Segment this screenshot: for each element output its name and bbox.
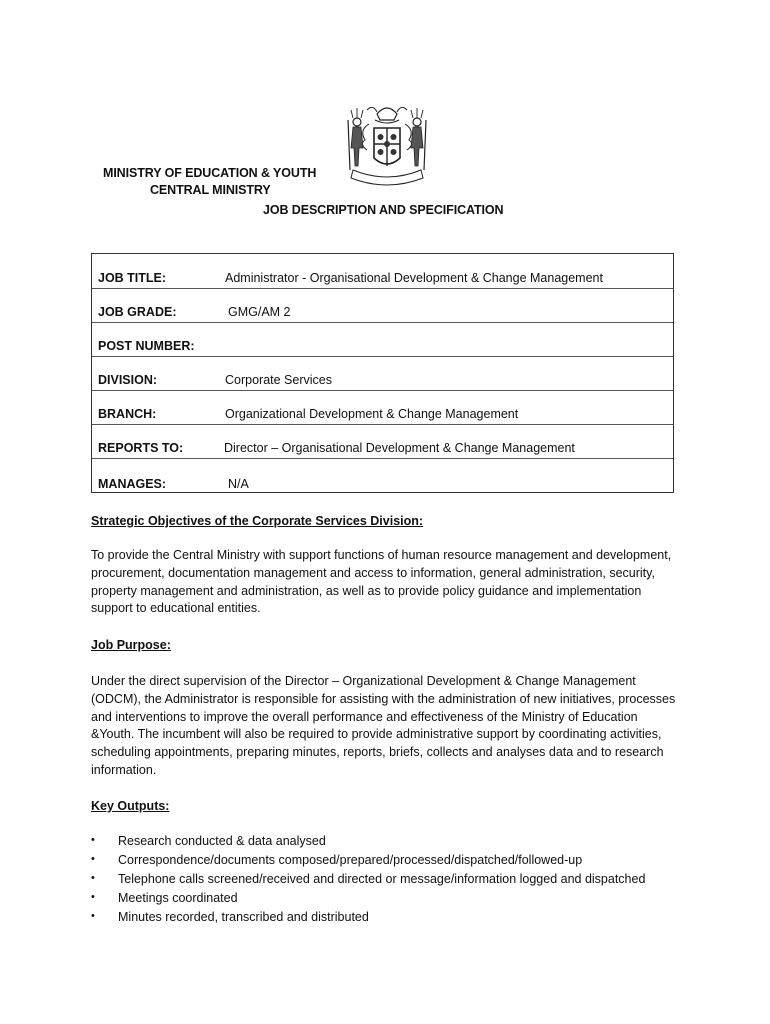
reports-to-label: REPORTS TO: (98, 441, 184, 455)
table-row-post-number (92, 322, 673, 357)
job-purpose-heading: Job Purpose: (91, 638, 171, 652)
branch-label: BRANCH: (98, 407, 157, 421)
table-row-branch (92, 390, 673, 425)
division-value: Corporate Services (225, 373, 332, 387)
paragraph-line: support to educational entities. (91, 601, 261, 616)
bullet-icon: • (91, 834, 95, 846)
division-label: DIVISION: (98, 373, 158, 387)
table-row-job-title (92, 254, 673, 289)
manages-label: MANAGES: (98, 477, 167, 491)
paragraph-line: Under the direct supervision of the Director – Organizational Development & Change Management (91, 674, 636, 688)
table-row-manages (92, 458, 673, 492)
job-title-label: JOB TITLE: (98, 271, 167, 285)
reports-to-value: Director – Organisational Development & Change Management (224, 441, 575, 455)
output-text: Correspondence/documents composed/prepared/processed/dispatched/followed-up (118, 853, 583, 867)
post-number-label: POST NUMBER: (98, 339, 195, 353)
table-row-division (92, 356, 673, 391)
paragraph-line: To provide the Central Ministry with support functions of human resource management and development, (91, 548, 672, 562)
output-text: Meetings coordinated (118, 891, 238, 905)
key-outputs-heading: Key Outputs: (91, 799, 170, 813)
document-title: JOB DESCRIPTION AND SPECIFICATION (263, 203, 504, 217)
table-row-reports-to (92, 424, 673, 459)
output-text: Research conducted & data analysed (118, 834, 326, 848)
paragraph-line: (ODCM), the Administrator is responsible for assisting with the administration of new initiatives, processes (91, 691, 676, 706)
job-info-table (91, 253, 674, 493)
bullet-icon: • (91, 853, 95, 865)
manages-value: N/A (228, 477, 249, 491)
coat-of-arms-logo (337, 100, 437, 188)
bullet-icon: • (91, 910, 95, 922)
paragraph-line: property management and administration, as well as to provide policy guidance and implementation (91, 583, 642, 598)
branch-value: Organizational Development & Change Management (225, 407, 519, 421)
job-grade-value: GMG/AM 2 (228, 305, 291, 319)
bullet-icon: • (91, 891, 95, 903)
output-text: Minutes recorded, transcribed and distributed (118, 910, 369, 924)
central-ministry-title: CENTRAL MINISTRY (150, 183, 271, 197)
bullet-icon: • (91, 872, 95, 884)
job-title-value: Administrator - Organisational Development & Change Management (225, 271, 603, 285)
paragraph-line: procurement, documentation management and access to information, general administration, security, (91, 565, 655, 580)
output-text: Telephone calls screened/received and directed or message/information logged and dispatched (118, 872, 646, 886)
job-purpose-paragraph (91, 673, 676, 780)
paragraph-line: information. (91, 762, 157, 777)
ministry-title: MINISTRY OF EDUCATION & YOUTH (103, 166, 317, 180)
strategic-objectives-paragraph (91, 547, 676, 618)
strategic-objectives-heading: Strategic Objectives of the Corporate Services Division: (91, 514, 424, 528)
paragraph-line: scheduling appointments, preparing minutes, reports, briefs, collects and analyses data and to research (91, 745, 664, 760)
job-grade-label: JOB GRADE: (98, 305, 177, 319)
paragraph-line: and interventions to improve the overall performance and effectiveness of the Ministry of Education (91, 709, 638, 724)
paragraph-line: &Youth. The incumbent will also be required to provide administrative support by coordinating activities, (91, 727, 662, 742)
table-row-job-grade (92, 288, 673, 323)
